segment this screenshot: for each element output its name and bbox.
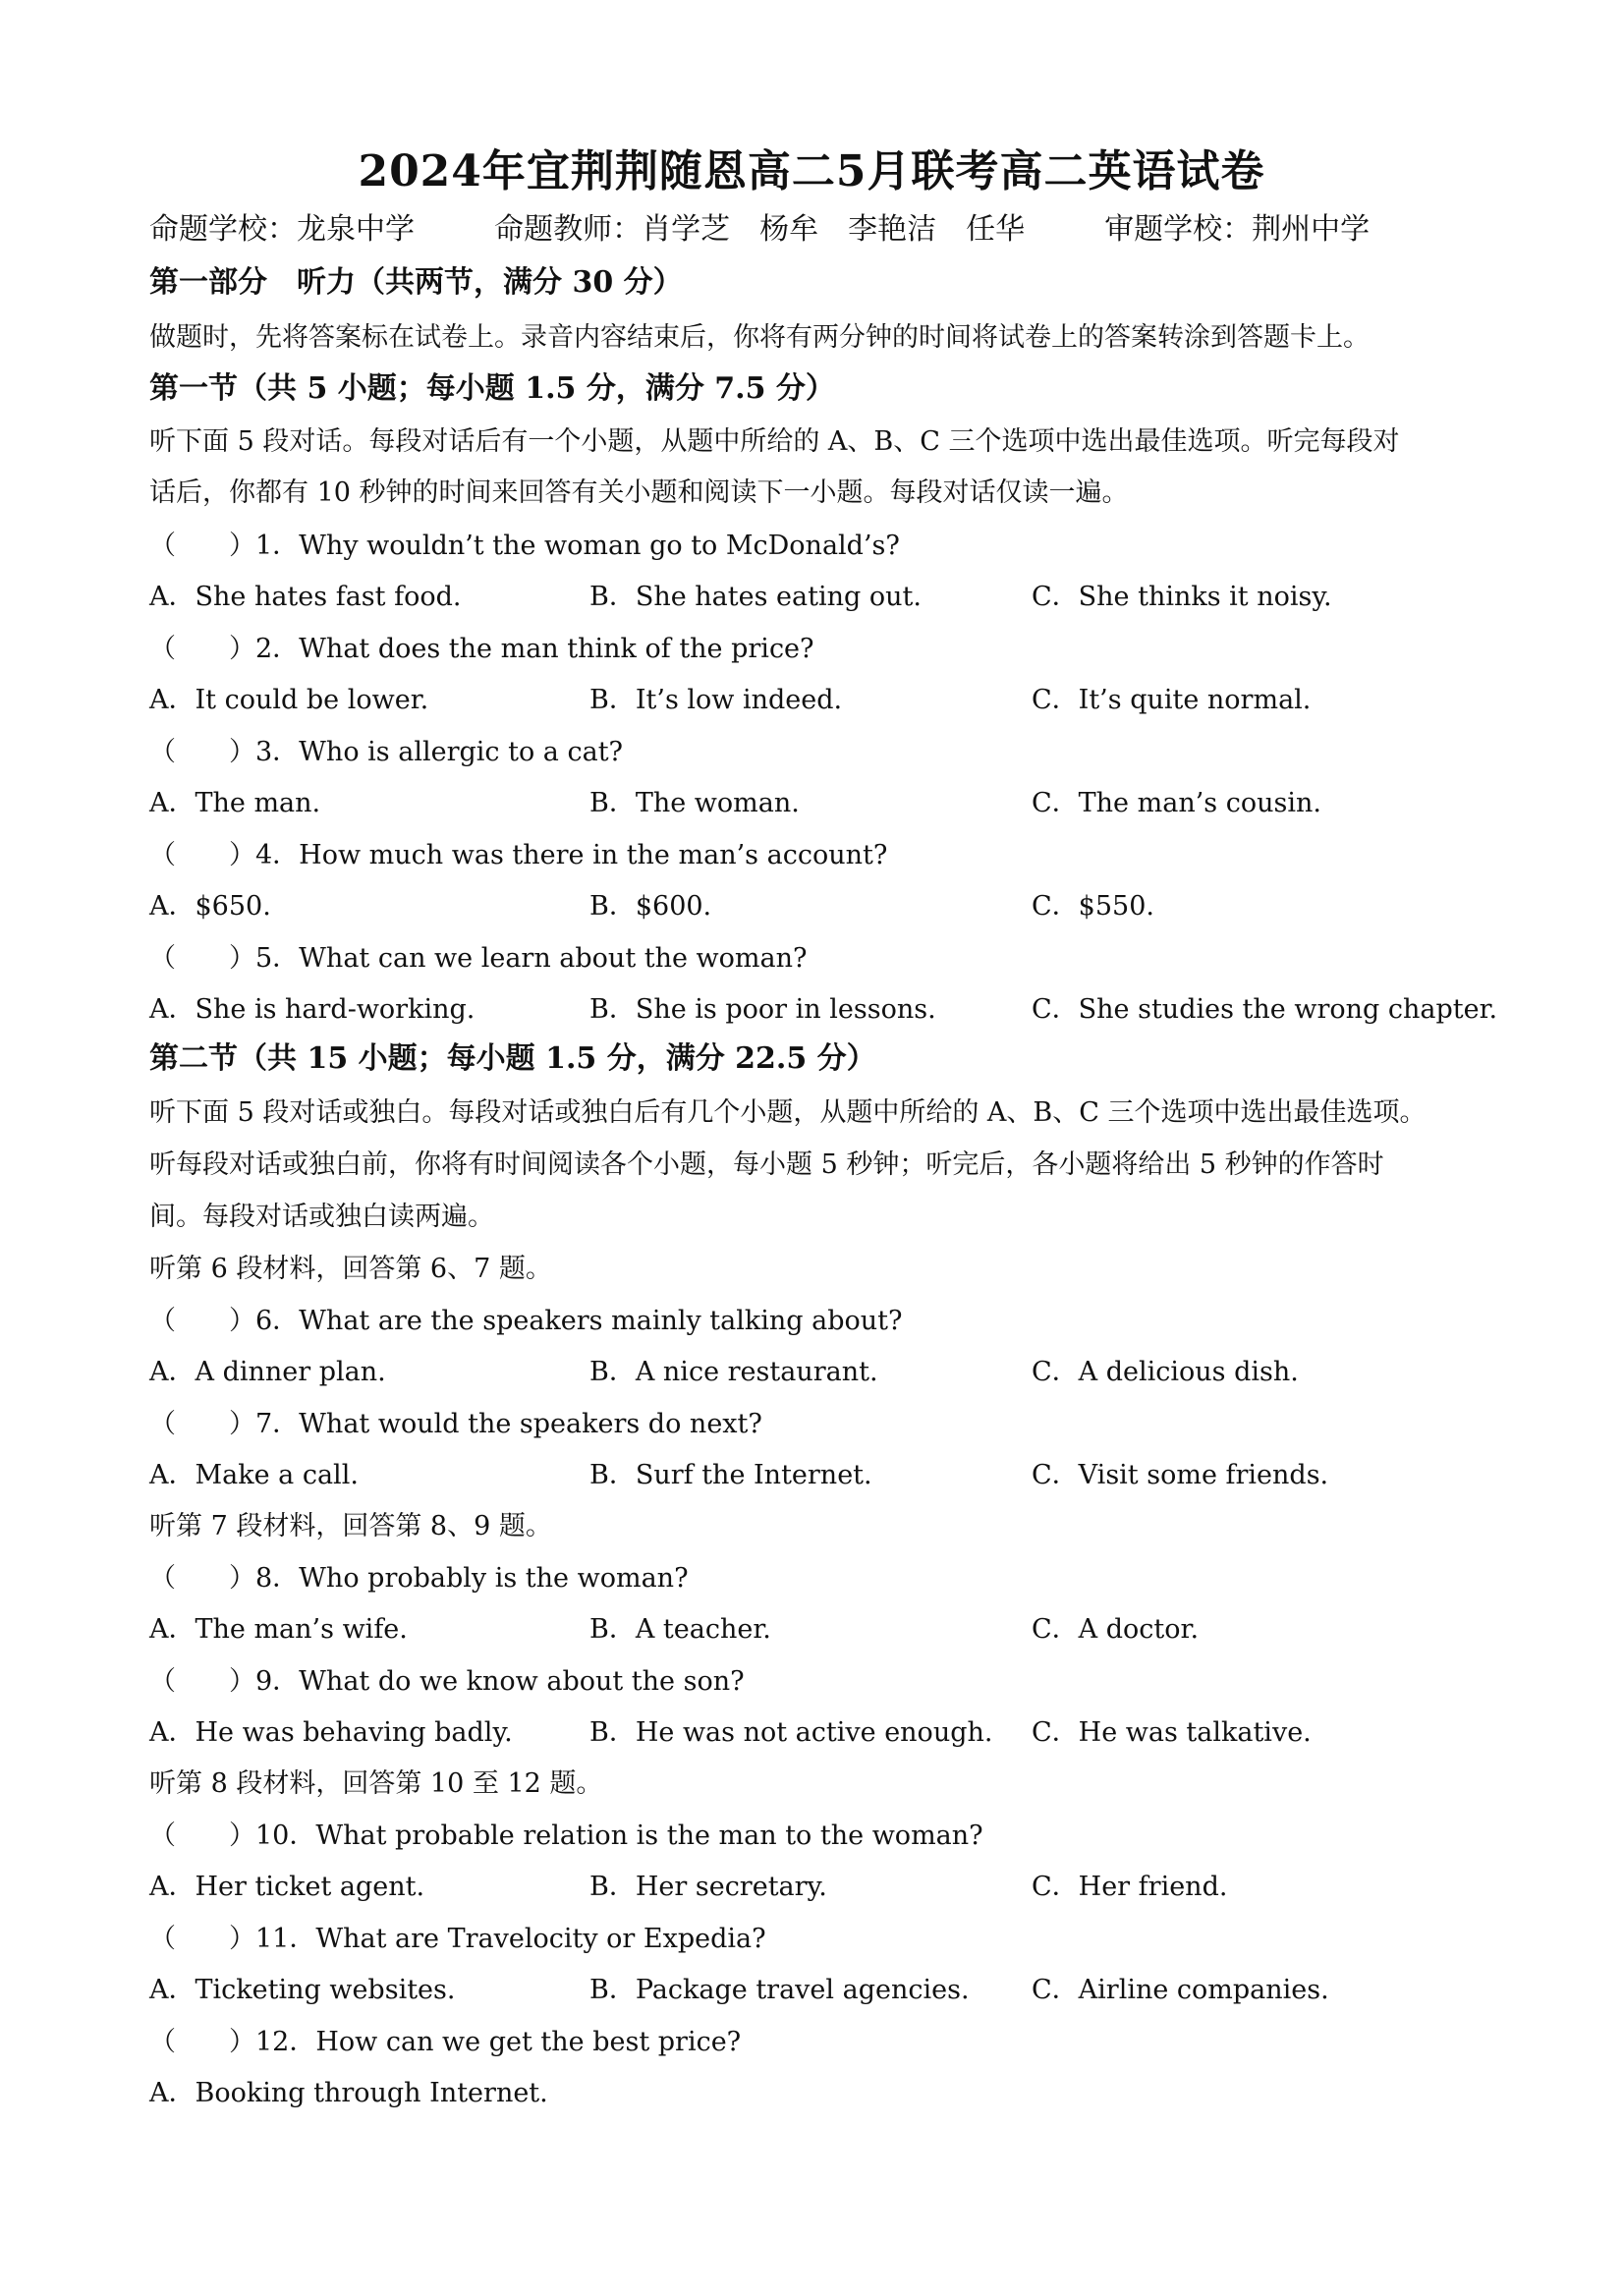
q11-option-a: A．Ticketing websites. (149, 1975, 456, 2005)
q7-option-b: B．Surf the Internet. (589, 1460, 872, 1490)
q2-option-b: B．It’s low indeed. (589, 685, 843, 715)
review-school: 审题学校：荆州中学 (1104, 212, 1371, 247)
q3-option-a: A．The man. (149, 788, 321, 818)
material-8-label: 听第 8 段材料，回答第 10 至 12 题。 (149, 1768, 603, 1799)
section1-instruction-line1: 听下面 5 段对话。每段对话后有一个小题，从题中所给的 A、B、C 三个选项中选出最佳选项。听完每段对 (149, 426, 1400, 457)
q10-option-b: B．Her secretary. (589, 1872, 827, 1902)
q4-option-a: A．$650. (149, 891, 271, 922)
question-2 (149, 632, 814, 667)
question-text: 9．What do we know about the son? (255, 1666, 745, 1697)
q9-option-b: B．He was not active enough. (589, 1717, 993, 1748)
q10-option-a: A．Her ticket agent. (149, 1872, 425, 1902)
question-1 (149, 529, 900, 564)
page-title: 2024年宜荆荆随恩高二5月联考高二英语试卷 (358, 146, 1265, 196)
answer-blank[interactable]: （ ） (149, 1924, 255, 1954)
q1-option-c: C．She thinks it noisy. (1032, 582, 1332, 612)
section1-heading: 第一节（共 5 小题；每小题 1.5 分，满分 7.5 分） (149, 371, 835, 406)
question-text: 6．What are the speakers mainly talking about? (255, 1306, 903, 1336)
answer-blank[interactable]: （ ） (149, 1563, 255, 1594)
q11-option-c: C．Airline companies. (1032, 1975, 1329, 2005)
question-3 (149, 735, 623, 770)
answer-blank[interactable]: （ ） (149, 840, 255, 870)
q6-option-c: C．A delicious dish. (1032, 1357, 1299, 1387)
q4-option-b: B．$600. (589, 891, 712, 922)
part1-heading: 第一部分 听力（共两节，满分 30 分） (149, 265, 683, 300)
part1-instruction: 做题时，先将答案标在试卷上。录音内容结束后，你将有两分钟的时间将试卷上的答案转涂到答题卡上。 (149, 322, 1370, 353)
answer-blank[interactable]: （ ） (149, 2027, 255, 2057)
q3-option-c: C．The man’s cousin. (1032, 788, 1321, 818)
q2-option-c: C．It’s quite normal. (1032, 685, 1312, 715)
question-11 (149, 1922, 766, 1957)
q5-option-b: B．She is poor in lessons. (589, 994, 936, 1025)
q2-option-a: A．It could be lower. (149, 685, 429, 715)
q8-option-c: C．A doctor. (1032, 1614, 1200, 1645)
question-text: 7．What would the speakers do next? (255, 1409, 762, 1439)
question-5 (149, 941, 808, 977)
section2-instruction-line3: 间。每段对话或独白读两遍。 (149, 1202, 494, 1232)
q4-option-c: C．$550. (1032, 891, 1154, 922)
setter-teachers: 命题教师：肖学芝 杨牟 李艳洁 任华 (494, 212, 1026, 247)
question-text: 12．How can we get the best price? (255, 2027, 742, 2057)
section1-instruction-line2: 话后，你都有 10 秒钟的时间来回答有关小题和阅读下一小题。每段对话仅读一遍。 (149, 477, 1129, 508)
question-4 (149, 838, 887, 873)
answer-blank[interactable]: （ ） (149, 1306, 255, 1336)
question-text: 11．What are Travelocity or Expedia? (255, 1924, 766, 1954)
section2-instruction-line2: 听每段对话或独白前，你将有时间阅读各个小题，每小题 5 秒钟；听完后，各小题将给出 5 秒钟的作答时 (149, 1149, 1384, 1180)
answer-blank[interactable]: （ ） (149, 1666, 255, 1697)
answer-blank[interactable]: （ ） (149, 737, 255, 767)
section2-instruction-line1: 听下面 5 段对话或独白。每段对话或独白后有几个小题，从题中所给的 A、B、C 三个选项中选出最佳选项。 (149, 1097, 1427, 1128)
question-text: 3．Who is allergic to a cat? (255, 737, 624, 767)
answer-blank[interactable]: （ ） (149, 634, 255, 664)
question-10 (149, 1819, 983, 1854)
answer-blank[interactable]: （ ） (149, 943, 255, 974)
q10-option-c: C．Her friend. (1032, 1872, 1228, 1902)
question-text: 10．What probable relation is the man to the woman? (255, 1820, 983, 1851)
q1-option-b: B．She hates eating out. (589, 582, 922, 612)
section2-heading: 第二节（共 15 小题；每小题 1.5 分，满分 22.5 分） (149, 1041, 876, 1076)
question-6 (149, 1304, 903, 1339)
material-7-label: 听第 7 段材料，回答第 8、9 题。 (149, 1511, 552, 1541)
question-text: 2．What does the man think of the price? (255, 634, 814, 664)
answer-blank[interactable]: （ ） (149, 1820, 255, 1851)
q8-option-a: A．The man’s wife. (149, 1614, 408, 1645)
q3-option-b: B．The woman. (589, 788, 800, 818)
q1-option-a: A．She hates fast food. (149, 582, 462, 612)
answer-blank[interactable]: （ ） (149, 1409, 255, 1439)
setter-school: 命题学校：龙泉中学 (149, 212, 415, 247)
material-6-label: 听第 6 段材料，回答第 6、7 题。 (149, 1254, 552, 1284)
exam-info (149, 212, 1370, 248)
question-text: 1．Why wouldn’t the woman go to McDonald’s? (255, 531, 900, 561)
q12-option-a: A．Booking through Internet. (149, 2078, 548, 2108)
q9-option-a: A．He was behaving badly. (149, 1717, 513, 1748)
q5-option-c: C．She studies the wrong chapter. (1032, 994, 1498, 1025)
q8-option-b: B．A teacher. (589, 1614, 771, 1645)
question-9 (149, 1664, 745, 1700)
q6-option-a: A．A dinner plan. (149, 1357, 386, 1387)
q6-option-b: B．A nice restaurant. (589, 1357, 878, 1387)
question-text: 5．What can we learn about the woman? (255, 943, 808, 974)
q9-option-c: C．He was talkative. (1032, 1717, 1312, 1748)
q5-option-a: A．She is hard-working. (149, 994, 476, 1025)
question-8 (149, 1561, 689, 1596)
question-text: 4．How much was there in the man’s account? (255, 840, 888, 870)
question-12 (149, 2025, 741, 2060)
question-text: 8．Who probably is the woman? (255, 1563, 689, 1594)
q7-option-c: C．Visit some friends. (1032, 1460, 1329, 1490)
question-7 (149, 1407, 762, 1442)
q11-option-b: B．Package travel agencies. (589, 1975, 970, 2005)
q7-option-a: A．Make a call. (149, 1460, 359, 1490)
answer-blank[interactable]: （ ） (149, 531, 255, 561)
